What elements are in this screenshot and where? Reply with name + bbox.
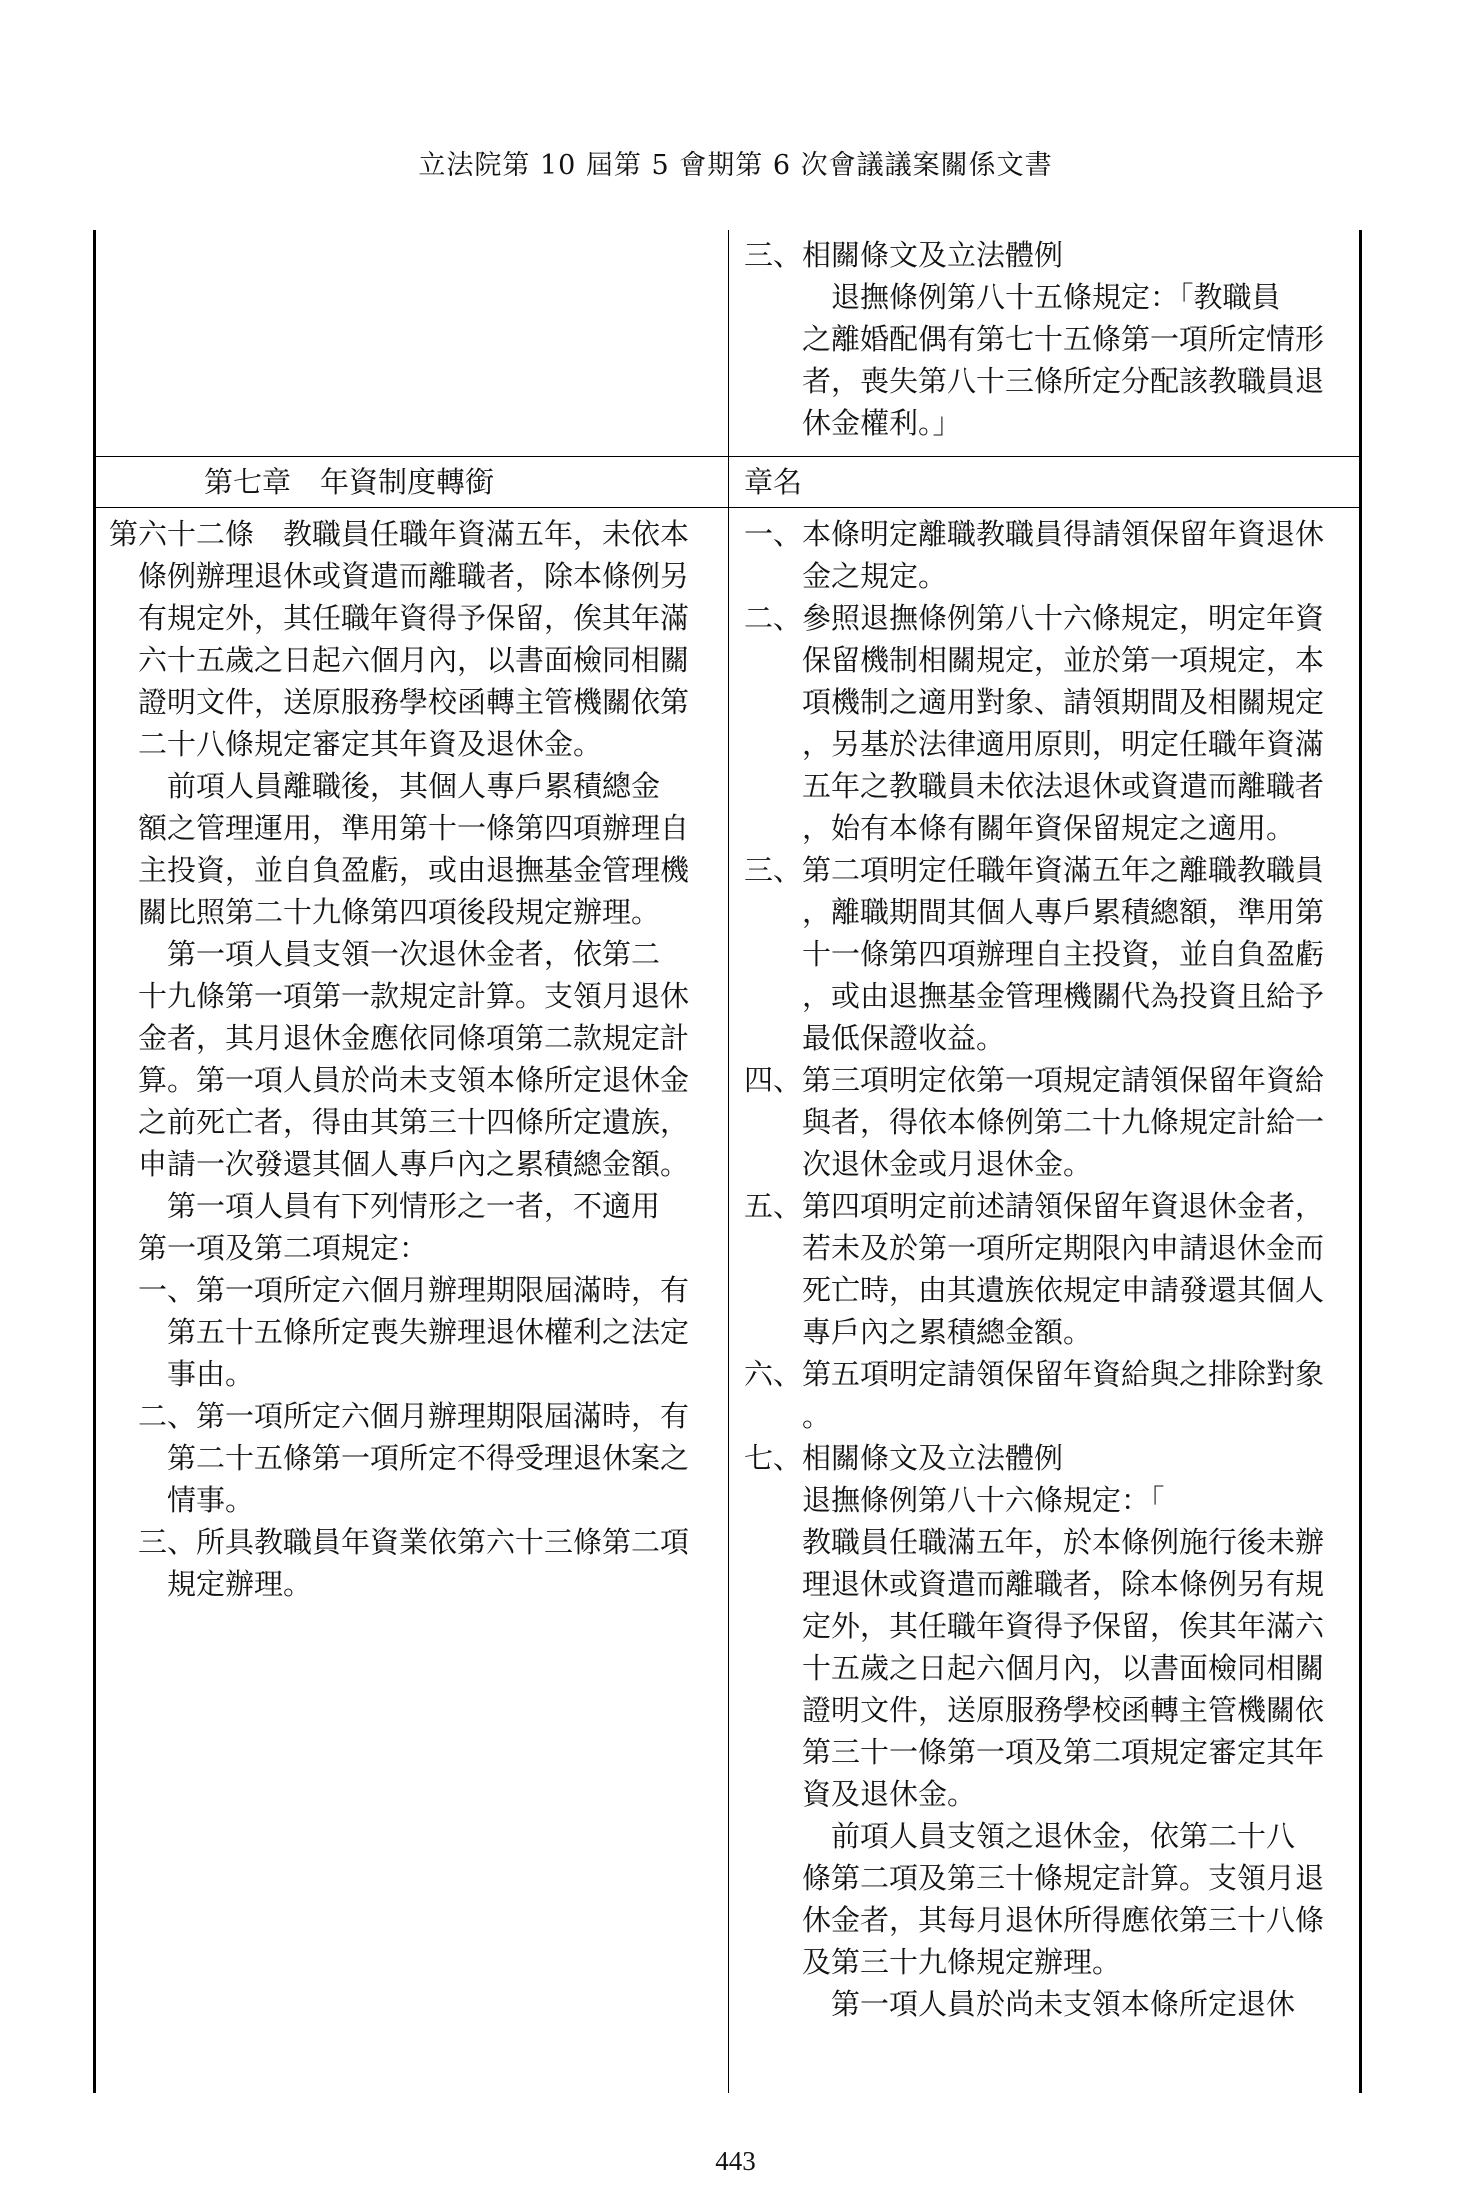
explanation-line: 最低保證收益。 bbox=[744, 1021, 1006, 1055]
explanation-line: 次退休金或月退休金。 bbox=[744, 1147, 1093, 1181]
article-text-line: 有規定外，其任職年資得予保留，俟其年滿 bbox=[109, 601, 690, 635]
article-text-line: 條例辦理退休或資遣而離職者，除本條例另 bbox=[109, 559, 690, 593]
table-left-border bbox=[93, 230, 96, 2093]
table-center-divider bbox=[728, 230, 729, 2093]
article-text-line: 算。第一項人員於尚未支領本條所定退休金 bbox=[109, 1063, 690, 1097]
row1-right-cell bbox=[744, 234, 1354, 444]
article-text-line: 一、第一項所定六個月辦理期限屆滿時，有 bbox=[109, 1273, 690, 1307]
article-text-line: 事由。 bbox=[109, 1357, 255, 1391]
article-text-line: 第五十五條所定喪失辦理退休權利之法定 bbox=[109, 1315, 690, 1349]
article-text-line: 之前死亡者，得由其第三十四條所定遺族， bbox=[109, 1105, 690, 1139]
explanation-line: 金之規定。 bbox=[744, 559, 948, 593]
explanation-line: 七、相關條文及立法體例 bbox=[744, 1441, 1064, 1475]
table-row-divider-1 bbox=[93, 456, 1362, 457]
explanation-line: 第一項人員於尚未支領本條所定退休 bbox=[744, 1987, 1296, 2021]
article-text-line: 六十五歲之日起六個月內，以書面檢同相關 bbox=[109, 643, 690, 677]
explanation-line: 保留機制相關規定，並於第一項規定，本 bbox=[744, 643, 1325, 677]
explanation-line: ，始有本條有關年資保留規定之適用。 bbox=[744, 811, 1296, 845]
explanation-line: 者，喪失第八十三條所定分配該教職員退 bbox=[744, 364, 1325, 398]
chapter-title-cell bbox=[204, 461, 494, 503]
explanation-line: 退撫條例第八十六條規定：「 bbox=[744, 1483, 1165, 1517]
explanation-line: 定外，其任職年資得予保留，俟其年滿六 bbox=[744, 1609, 1325, 1643]
explanation-line: 若未及於第一項所定期限內申請退休金而 bbox=[744, 1231, 1325, 1265]
explanation-line: 五、第四項明定前述請領保留年資退休金者， bbox=[744, 1189, 1325, 1223]
article-text-line: 十九條第一項第一款規定計算。支領月退休 bbox=[109, 979, 690, 1013]
chapter-title: 第七章 年資制度轉銜 bbox=[204, 465, 495, 499]
article-62-text-cell bbox=[109, 513, 719, 1605]
explanation-line: 十一條第四項辦理自主投資，並自負盈虧 bbox=[744, 937, 1325, 971]
explanation-line: 六、第五項明定請領保留年資給與之排除對象 bbox=[744, 1357, 1325, 1391]
article-text-line: 二、第一項所定六個月辦理期限屆滿時，有 bbox=[109, 1399, 690, 1433]
explanation-line: 項機制之適用對象、請領期間及相關規定 bbox=[744, 685, 1325, 719]
document-header: 立法院第 10 屆第 5 會期第 6 次會議議案關係文書 bbox=[418, 150, 1053, 181]
explanation-line: 死亡時，由其遺族依規定申請發還其個人 bbox=[744, 1273, 1325, 1307]
chapter-note-cell bbox=[744, 461, 802, 503]
explanation-line: 休金權利。」 bbox=[744, 406, 962, 440]
explanation-line: ，離職期間其個人專戶累積總額，準用第 bbox=[744, 895, 1325, 929]
chapter-note: 章名 bbox=[744, 465, 803, 499]
explanation-line: ，或由退撫基金管理機關代為投資且給予 bbox=[744, 979, 1325, 1013]
page-number: 443 bbox=[715, 2146, 756, 2176]
explanation-line: 二、參照退撫條例第八十六條規定，明定年資 bbox=[744, 601, 1325, 635]
explanation-line: 條第二項及第三十條規定計算。支領月退 bbox=[744, 1861, 1325, 1895]
explanation-line: 一、本條明定離職教職員得請領保留年資退休 bbox=[744, 517, 1325, 551]
article-text-line: 金者，其月退休金應依同條項第二款規定計 bbox=[109, 1021, 690, 1055]
article-62-explanation-cell bbox=[744, 513, 1354, 2025]
article-text-line: 前項人員離職後，其個人專戶累積總金 bbox=[109, 769, 661, 803]
explanation-line: 第三十一條第一項及第二項規定審定其年 bbox=[744, 1735, 1325, 1769]
table-row-divider-2 bbox=[93, 507, 1362, 508]
explanation-line: ，另基於法律適用原則，明定任職年資滿 bbox=[744, 727, 1325, 761]
article-text-line: 第二十五條第一項所定不得受理退休案之 bbox=[109, 1441, 690, 1475]
table-right-border bbox=[1359, 230, 1362, 2093]
explanation-line: 資及退休金。 bbox=[744, 1777, 977, 1811]
article-text-line: 第一項人員支領一次退休金者，依第二 bbox=[109, 937, 661, 971]
explanation-line: 及第三十九條規定辦理。 bbox=[744, 1945, 1122, 1979]
article-text-line: 規定辦理。 bbox=[109, 1567, 313, 1601]
explanation-line: 十五歲之日起六個月內，以書面檢同相關 bbox=[744, 1651, 1325, 1685]
article-text-line: 額之管理運用，準用第十一條第四項辦理自 bbox=[109, 811, 690, 845]
explanation-line: 之離婚配偶有第七十五條第一項所定情形 bbox=[744, 322, 1325, 356]
explanation-line: 專戶內之累積總金額。 bbox=[744, 1315, 1093, 1349]
explanation-line: 教職員任職滿五年，於本條例施行後未辦 bbox=[744, 1525, 1325, 1559]
explanation-line: 三、相關條文及立法體例 bbox=[744, 238, 1064, 272]
article-text-line: 第一項人員有下列情形之一者，不適用 bbox=[109, 1189, 661, 1223]
article-text-line: 關比照第二十九條第四項後段規定辦理。 bbox=[109, 895, 661, 929]
explanation-line: 四、第三項明定依第一項規定請領保留年資給 bbox=[744, 1063, 1325, 1097]
explanation-line: 三、第二項明定任職年資滿五年之離職教職員 bbox=[744, 853, 1325, 887]
article-text-line: 證明文件，送原服務學校函轉主管機關依第 bbox=[109, 685, 690, 719]
explanation-line: 退撫條例第八十五條規定：「教職員 bbox=[744, 280, 1281, 314]
article-text-line: 三、所具教職員年資業依第六十三條第二項 bbox=[109, 1525, 690, 1559]
explanation-line: 休金者，其每月退休所得應依第三十八條 bbox=[744, 1903, 1325, 1937]
explanation-line: 證明文件，送原服務學校函轉主管機關依 bbox=[744, 1693, 1325, 1727]
article-text-line: 第六十二條 教職員任職年資滿五年，未依本 bbox=[109, 517, 690, 551]
explanation-line: 與者，得依本條例第二十九條規定計給一 bbox=[744, 1105, 1325, 1139]
explanation-line: 。 bbox=[744, 1399, 832, 1433]
explanation-line: 理退休或資遣而離職者，除本條例另有規 bbox=[744, 1567, 1325, 1601]
explanation-line: 前項人員支領之退休金，依第二十八 bbox=[744, 1819, 1296, 1853]
article-text-line: 主投資，並自負盈虧，或由退撫基金管理機 bbox=[109, 853, 690, 887]
article-text-line: 二十八條規定審定其年資及退休金。 bbox=[109, 727, 603, 761]
article-text-line: 情事。 bbox=[109, 1483, 255, 1517]
explanation-line: 五年之教職員未依法退休或資遣而離職者 bbox=[744, 769, 1325, 803]
article-text-line: 第一項及第二項規定： bbox=[109, 1231, 429, 1265]
article-text-line: 申請一次發還其個人專戶內之累積總金額。 bbox=[109, 1147, 690, 1181]
